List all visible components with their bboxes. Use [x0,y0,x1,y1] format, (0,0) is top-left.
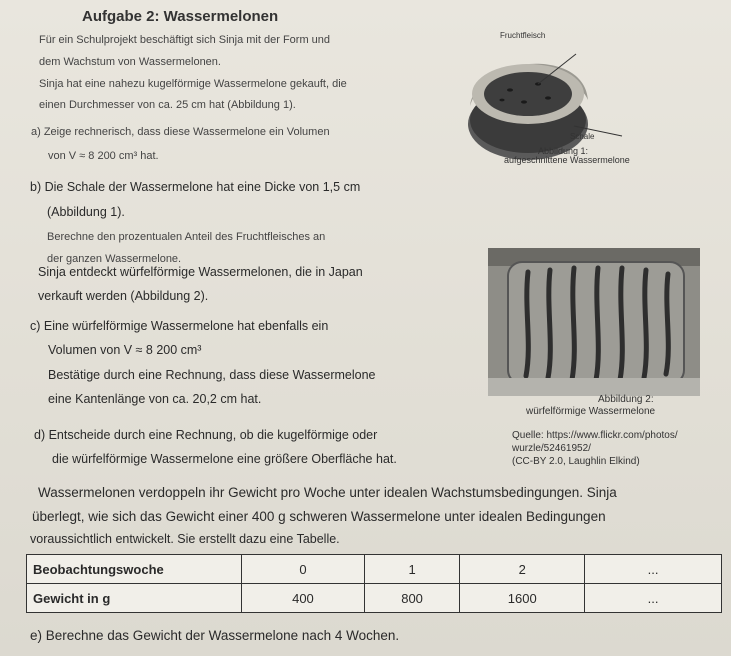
figure-2-cube-watermelon [488,248,700,396]
table-cell-week: 2 [460,555,585,584]
table-cell-weight: 1600 [460,584,585,613]
table-cell-weight: ... [585,584,722,613]
figure-2-source-path: wurzle/52461952/ [512,443,591,454]
task-b-line-2: (Abbildung 1). [47,205,125,219]
task-a-line-2: von V ≈ 8 200 cm³ hat. [48,150,159,162]
growth-line-2: überlegt, wie sich das Gewicht einer 400 g schweren Wassermelone unter idealen Bedingungen [32,509,606,524]
task-b-line-3: Berechne den prozentualen Anteil des Fruchtfleisches an [47,231,326,243]
figure-1-caption-title: Abbildung 1: [538,146,589,156]
growth-line-3: voraussichtlich entwickelt. Sie erstellt dazu eine Tabelle. [30,532,340,546]
intro-line-4: einen Durchmesser von ca. 25 cm hat (Abbildung 1). [39,99,296,111]
table-cell-weight: 800 [364,584,460,613]
table-cell-weight: 400 [242,584,365,613]
task-c-line-2: Volumen von V ≈ 8 200 cm³ [48,343,202,357]
task-b-line-4: der ganzen Wassermelone. [47,253,182,265]
figure-1-caption-text: aufgeschnittene Wassermelone [504,155,630,165]
cube-intro-line-1: Sinja entdeckt würfelförmige Wassermelonen, die in Japan [38,265,363,279]
intro-line-2: dem Wachstum von Wassermelonen. [39,56,221,68]
label-fruchtfleisch: Fruchtfleisch [500,31,546,40]
task-c-line-4: eine Kantenlänge von ca. 20,2 cm hat. [48,392,262,406]
figure-2-caption-text: würfelförmige Wassermelone [526,406,656,417]
label-schale: Schale [570,132,595,141]
cube-intro-line-2: verkauft werden (Abbildung 2). [38,289,209,303]
page-title: Aufgabe 2: Wassermelonen [82,8,279,25]
figure-2-license: (CC-BY 2.0, Laughlin Elkind) [512,456,640,467]
table-header-weight: Gewicht in g [27,584,242,613]
task-b-line-1: b) Die Schale der Wassermelone hat eine Dicke von 1,5 cm [30,180,361,194]
task-c-line-3: Bestätige durch eine Rechnung, dass diese Wassermelone [48,368,376,382]
table-cell-week: 1 [364,555,460,584]
intro-line-1: Für ein Schulprojekt beschäftigt sich Sinja mit der Form und [39,34,331,46]
table-header-week: Beobachtungswoche [27,555,242,584]
figure-2-source-url: Quelle: https://www.flickr.com/photos/ [512,430,678,441]
task-e: e) Berechne das Gewicht der Wassermelone nach 4 Wochen. [30,628,400,643]
growth-line-1: Wassermelonen verdoppeln ihr Gewicht pro Woche unter idealen Wachstumsbedingungen. Sinja [38,485,617,500]
figure-1-cut-watermelon [466,28,731,166]
weight-table [26,554,722,613]
figure-2-caption-title: Abbildung 2: [598,394,654,405]
task-d-line-2: die würfelförmige Wassermelone eine größere Oberfläche hat. [52,452,397,466]
table-row-weeks [27,555,722,584]
table-row-weights [27,584,722,613]
task-d-line-1: d) Entscheide durch eine Rechnung, ob die kugelförmige oder [34,428,378,442]
table-cell-week: 0 [242,555,365,584]
task-c-line-1: c) Eine würfelförmige Wassermelone hat ebenfalls ein [30,319,329,333]
intro-line-3: Sinja hat eine nahezu kugelförmige Wassermelone gekauft, die [39,78,347,90]
table-cell-week: ... [585,555,722,584]
watermelon-half-illustration [466,28,731,166]
task-a-line-1: a) Zeige rechnerisch, dass diese Wassermelone ein Volumen [31,126,330,138]
cube-watermelon-photo [488,248,700,396]
